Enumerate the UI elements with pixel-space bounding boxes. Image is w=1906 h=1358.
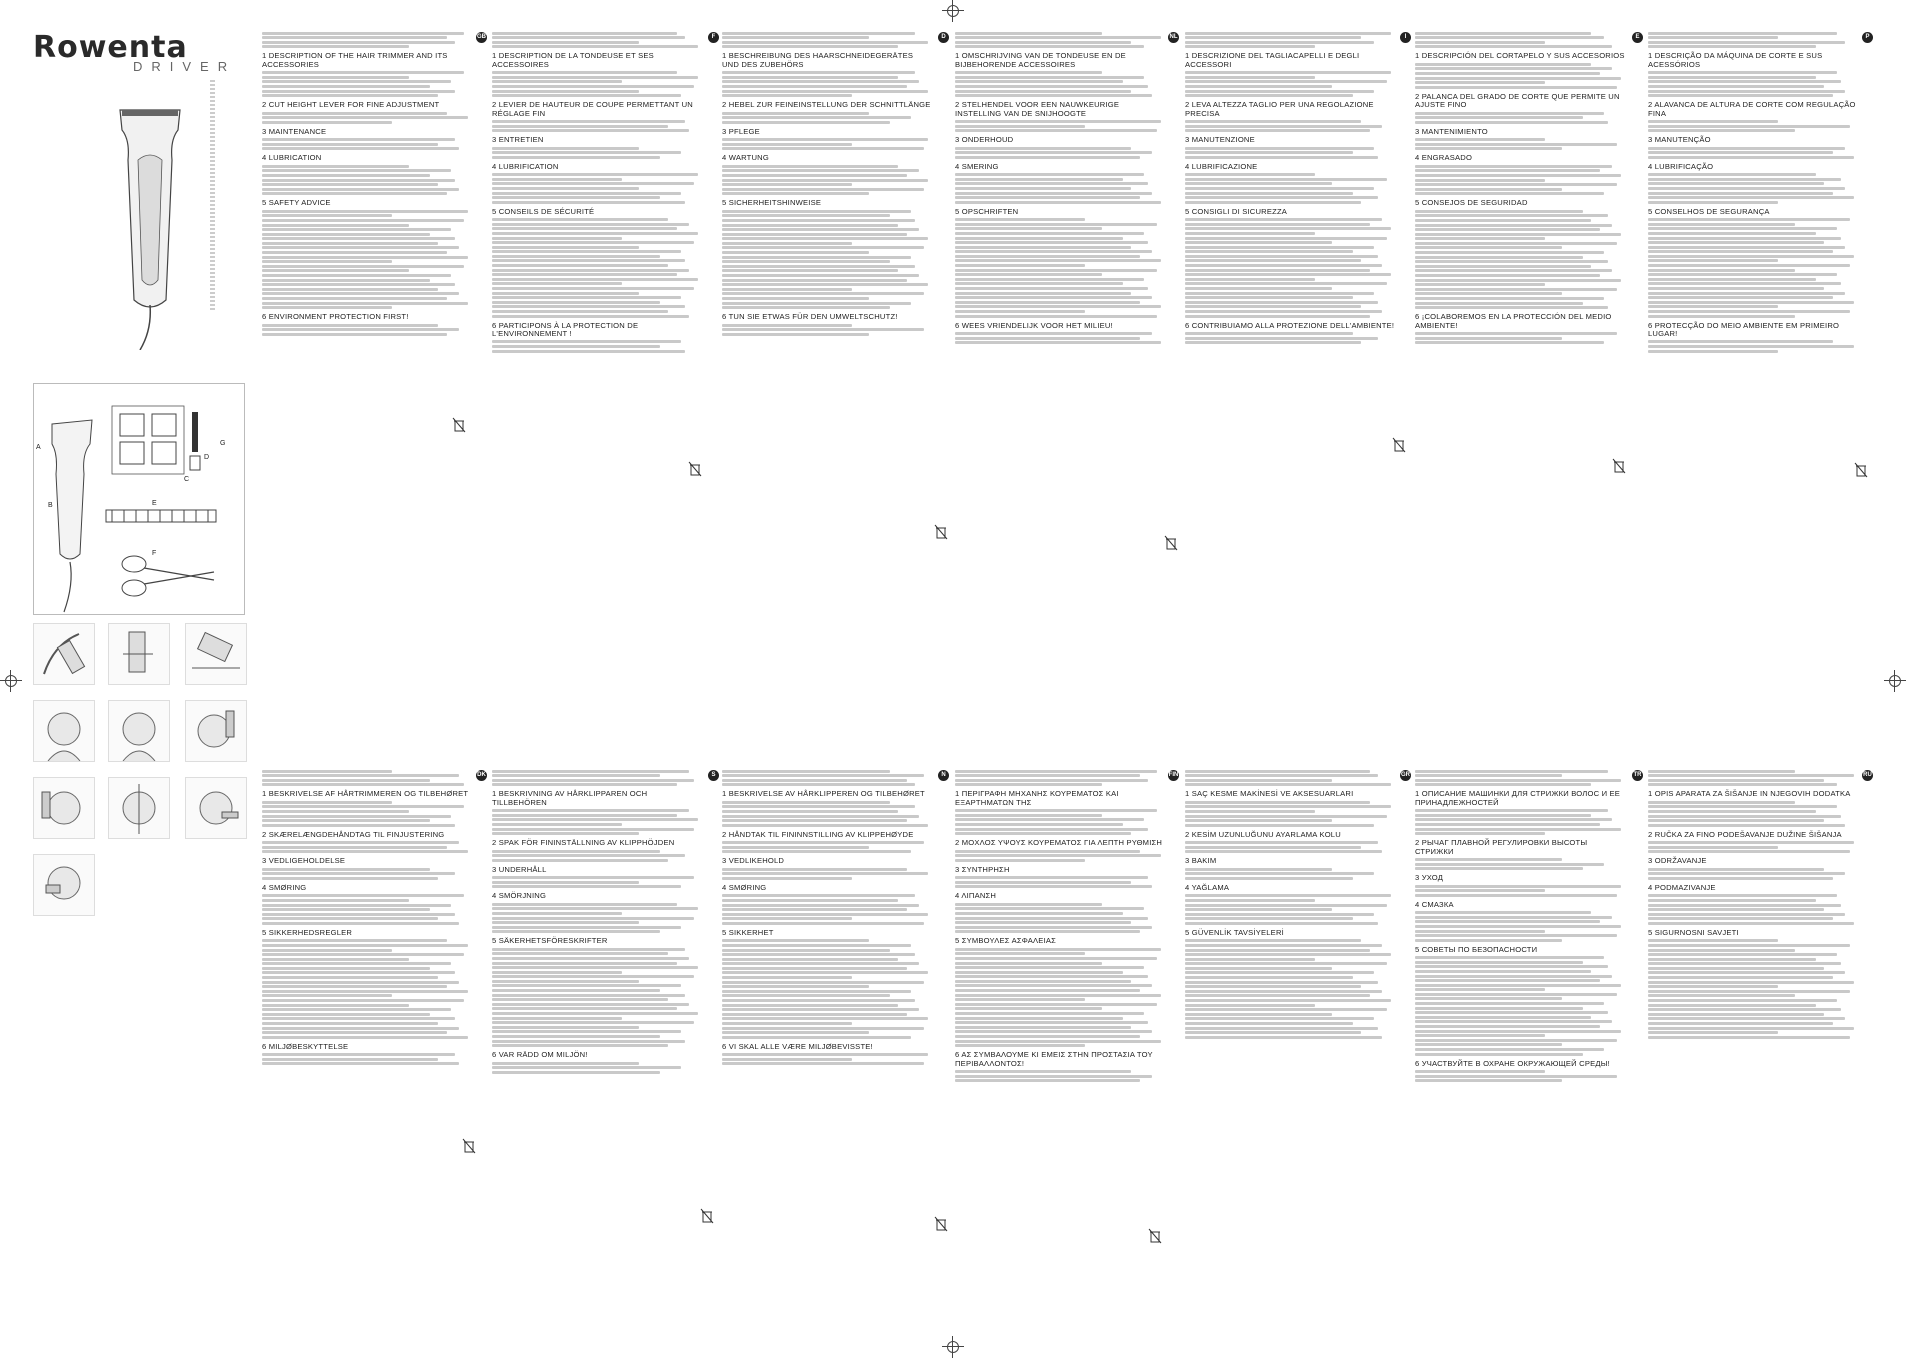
section-heading: 4 ΛΙΠΑΝΣΗ bbox=[955, 891, 997, 901]
section-body bbox=[722, 138, 932, 150]
section-heading: 6 PARTICIPONS À LA PROTECTION DE L'ENVIRONNEMENT ! bbox=[492, 320, 639, 338]
lang-badge-n: N bbox=[938, 770, 949, 781]
section-heading: 1 ΠΕΡΙΓΡΑΦΗ ΜΗΧΑΝΗΣ ΚΟΥΡΕΜΑΤΟΣ ΚΑΙ ΕΞΑΡΤΗΜΑΤΩΝ ΤΗΣ bbox=[955, 789, 1119, 807]
intro-paragraph bbox=[955, 32, 1165, 49]
section-heading: 2 SPAK FÖR FININSTÄLLNING AV KLIPPHÖJDEN bbox=[492, 838, 675, 848]
section-body bbox=[1648, 939, 1858, 1038]
lang-badge-gr: FIN bbox=[1168, 770, 1179, 781]
section-heading: 4 WARTUNG bbox=[722, 153, 769, 163]
accessories-drawing bbox=[34, 384, 244, 614]
trimmer-illustration bbox=[100, 100, 200, 350]
recycle-bin-icon bbox=[1148, 1228, 1162, 1244]
section-heading: 1 SAÇ KESME MAKİNESİ VE AKSESUARLARI bbox=[1185, 789, 1354, 799]
section-body bbox=[492, 120, 702, 132]
brand-logo: Rowenta bbox=[33, 30, 188, 65]
intro-paragraph bbox=[1648, 32, 1858, 49]
section-body bbox=[1648, 868, 1858, 880]
section-body bbox=[262, 841, 472, 853]
section-body bbox=[1185, 173, 1395, 204]
registration-mark-right bbox=[1884, 670, 1906, 692]
section-heading: 2 RUČKA ZA FINO PODEŠAVANJE DUŽINE ŠIŠANJA bbox=[1648, 829, 1842, 839]
section-heading: 6 ΑΣ ΣΥΜΒΑΛΟΥΜΕ ΚΙ ΕΜΕΙΣ ΣΤΗΝ ΠΡΟΣΤΑΣΙΑ ΤΟΥ ΠΕΡΙΒΑΛΛΟΝΤΟΣ! bbox=[955, 1050, 1153, 1068]
section-body bbox=[1185, 801, 1395, 827]
section-body bbox=[722, 868, 932, 880]
section-heading: 3 VEDLIGEHOLDELSE bbox=[262, 856, 346, 866]
section-body bbox=[722, 210, 932, 309]
section-heading: 3 ENTRETIEN bbox=[492, 135, 544, 145]
column-gr bbox=[955, 768, 1165, 1268]
section-body bbox=[1185, 71, 1395, 97]
column-gb bbox=[262, 30, 472, 460]
section-body bbox=[1185, 868, 1395, 880]
lang-badge-i: I bbox=[1400, 32, 1411, 43]
recycle-bin-icon bbox=[934, 524, 948, 540]
section-heading: 6 ENVIRONMENT PROTECTION FIRST! bbox=[262, 312, 409, 322]
section-heading: 6 TUN SIE ETWAS FÜR DEN UMWELTSCHUTZ! bbox=[722, 312, 898, 322]
section-body bbox=[1648, 841, 1858, 853]
section-heading: 5 CONSELHOS DE SEGURANÇA bbox=[1648, 206, 1770, 216]
section-body bbox=[1648, 147, 1858, 159]
section-body bbox=[955, 850, 1165, 862]
recycle-bin-icon bbox=[1164, 535, 1178, 551]
column-nl bbox=[955, 30, 1165, 550]
section-heading: 1 OMSCHRIJVING VAN DE TONDEUSE EN DE BIJBEHORENDE ACCESSOIRES bbox=[955, 51, 1126, 69]
section-body bbox=[955, 948, 1165, 1047]
column-e bbox=[1415, 30, 1625, 470]
section-heading: 1 ОПИСАНИЕ МАШИНКИ ДЛЯ СТРИЖКИ ВОЛОС И ЕЕ ПРИНАДЛЕЖНОСТЕЙ bbox=[1415, 789, 1621, 807]
column-sk bbox=[1648, 768, 1858, 1268]
section-body bbox=[1185, 120, 1395, 132]
section-body bbox=[722, 894, 932, 925]
section-heading: 5 GÜVENLİK TAVSİYELERİ bbox=[1185, 927, 1284, 937]
section-body bbox=[1648, 218, 1858, 317]
column-s bbox=[492, 768, 702, 1268]
section-body bbox=[722, 801, 932, 827]
section-heading: 3 VEDLIKEHOLD bbox=[722, 856, 785, 866]
figure-label-c: C bbox=[184, 476, 190, 483]
section-heading: 4 PODMAZIVANJE bbox=[1648, 882, 1716, 892]
lang-badge-sk: RU bbox=[1862, 770, 1873, 781]
section-heading: 3 ODRŽAVANJE bbox=[1648, 856, 1707, 866]
section-heading: 4 YAĞLAMA bbox=[1185, 882, 1230, 892]
column-n bbox=[722, 768, 932, 1268]
lang-badge-p: P bbox=[1862, 32, 1873, 43]
section-heading: 1 BESKRIVELSE AV HÅRKLIPPEREN OG TILBEHØRET bbox=[722, 789, 925, 799]
section-body bbox=[955, 147, 1165, 159]
lang-badge-tr: GR bbox=[1400, 770, 1411, 781]
section-heading: 4 LUBRIFICAZIONE bbox=[1185, 161, 1258, 171]
section-body bbox=[1415, 63, 1625, 89]
usage-photo-5 bbox=[108, 700, 170, 762]
section-body bbox=[262, 138, 472, 150]
section-heading: 1 OPIS APARATA ZA ŠIŠANJE IN NJEGOVIH DODATKA bbox=[1648, 789, 1851, 799]
column-tr bbox=[1185, 768, 1395, 1268]
section-body bbox=[262, 801, 472, 827]
section-heading: 2 PALANCA DEL GRADO DE CORTE QUE PERMITE UN AJUSTE FINO bbox=[1415, 91, 1620, 110]
lang-badge-nl: NL bbox=[1168, 32, 1179, 43]
usage-photo-7 bbox=[33, 777, 95, 839]
section-body bbox=[1648, 173, 1858, 204]
section-heading: 2 РЫЧАГ ПЛАВНОЙ РЕГУЛИРОВКИ ВЫСОТЫ СТРИЖКИ bbox=[1415, 838, 1588, 856]
section-body bbox=[1648, 894, 1858, 925]
section-body bbox=[955, 903, 1165, 934]
column-ru bbox=[1415, 768, 1625, 1268]
section-heading: 5 SIKKERHET bbox=[722, 927, 774, 937]
section-body bbox=[1185, 332, 1395, 344]
lang-badge-gb: GB bbox=[476, 32, 487, 43]
intro-paragraph bbox=[262, 770, 472, 787]
vertical-reference-text bbox=[210, 80, 215, 310]
section-heading: 4 SMØRING bbox=[262, 882, 307, 892]
section-body bbox=[262, 868, 472, 880]
section-body bbox=[1415, 165, 1625, 196]
section-body bbox=[262, 165, 472, 196]
intro-paragraph bbox=[262, 32, 472, 49]
section-body bbox=[1415, 112, 1625, 124]
figure-label-b: B bbox=[48, 502, 53, 509]
section-heading: 2 HÅNDTAK TIL FININNSTILLING AV KLIPPEHØYDE bbox=[722, 829, 914, 839]
intro-paragraph bbox=[722, 32, 932, 49]
section-heading: 5 ΣΥΜΒΟΥΛΕΣ ΑΣΦΑΛΕΙΑΣ bbox=[955, 936, 1057, 946]
intro-paragraph bbox=[1185, 32, 1395, 49]
section-body bbox=[722, 165, 932, 196]
section-heading: 1 DESCRIÇÃO DA MÁQUINA DE CORTE E SUS ACESSÓRIOS bbox=[1648, 51, 1823, 69]
section-heading: 2 STELHENDEL VOOR EEN NAUWKEURIGE INSTELLING VAN DE SNIJHOOGTE bbox=[955, 100, 1120, 118]
section-heading: 2 CUT HEIGHT LEVER FOR FINE ADJUSTMENT bbox=[262, 100, 440, 110]
section-heading: 3 УХОД bbox=[1415, 873, 1444, 883]
column-p bbox=[1648, 30, 1858, 470]
section-heading: 6 PROTECÇÃO DO MEIO AMBIENTE EM PRIMEIRO LUGAR! bbox=[1648, 320, 1840, 338]
usage-photo-6 bbox=[185, 700, 247, 762]
section-body bbox=[955, 1070, 1165, 1082]
section-body bbox=[955, 876, 1165, 888]
usage-photo-10 bbox=[33, 854, 95, 916]
section-body bbox=[1185, 939, 1395, 1038]
section-body bbox=[492, 809, 702, 835]
section-body bbox=[262, 71, 472, 97]
section-heading: 2 HEBEL ZUR FEINEINSTELLUNG DER SCHNITTLÄNGE bbox=[722, 100, 931, 110]
usage-photo-1 bbox=[33, 623, 95, 685]
figure-label-g: G bbox=[220, 440, 226, 447]
section-heading: 6 VI SKAL ALLE VÆRE MILJØBEVISSTE! bbox=[722, 1041, 873, 1051]
recycle-bin-icon bbox=[700, 1208, 714, 1224]
intro-paragraph bbox=[1415, 32, 1625, 49]
section-heading: 5 SIGURNOSNI SAVJETI bbox=[1648, 927, 1739, 937]
section-body bbox=[492, 340, 702, 352]
section-body bbox=[492, 876, 702, 888]
section-heading: 5 CONSEILS DE SÉCURITÉ bbox=[492, 206, 595, 216]
recycle-bin-icon bbox=[1612, 458, 1626, 474]
section-body bbox=[955, 173, 1165, 204]
section-heading: 3 BAKIM bbox=[1185, 856, 1217, 866]
section-heading: 4 LUBRIFICAÇÃO bbox=[1648, 161, 1714, 171]
section-body bbox=[1415, 138, 1625, 150]
usage-photo-2 bbox=[108, 623, 170, 685]
section-body bbox=[955, 332, 1165, 344]
section-heading: 2 LEVA ALTEZZA TAGLIO PER UNA REGOLAZIONE PRECISA bbox=[1185, 100, 1374, 118]
usage-photo-9 bbox=[185, 777, 247, 839]
lang-badge-d: D bbox=[938, 32, 949, 43]
section-heading: 5 SIKKERHEDSREGLER bbox=[262, 927, 353, 937]
section-body bbox=[722, 841, 932, 853]
section-body bbox=[492, 1062, 702, 1074]
recycle-bin-icon bbox=[934, 1216, 948, 1232]
section-body bbox=[722, 324, 932, 336]
intro-paragraph bbox=[492, 32, 702, 49]
section-heading: 5 OPSCHRIFTEN bbox=[955, 206, 1019, 216]
section-body bbox=[955, 120, 1165, 132]
section-heading: 4 SMÖRJNING bbox=[492, 891, 547, 901]
section-body bbox=[955, 71, 1165, 97]
intro-paragraph bbox=[1648, 770, 1858, 787]
section-body bbox=[492, 147, 702, 159]
section-body bbox=[492, 948, 702, 1047]
section-heading: 4 СМАЗКА bbox=[1415, 899, 1454, 909]
section-body bbox=[492, 850, 702, 862]
section-heading: 5 CONSEJOS DE SEGURIDAD bbox=[1415, 198, 1528, 208]
section-heading: 3 MANUTENZIONE bbox=[1185, 135, 1255, 145]
section-body bbox=[955, 218, 1165, 317]
section-body bbox=[1648, 801, 1858, 827]
section-heading: 6 ¡COLABOREMOS EN LA PROTECCIÓN DEL MEDIO AMBIENTE! bbox=[1415, 312, 1612, 330]
section-body bbox=[722, 71, 932, 97]
section-body bbox=[1415, 956, 1625, 1055]
intro-paragraph bbox=[1185, 770, 1395, 787]
section-body bbox=[262, 324, 472, 336]
section-body bbox=[1415, 332, 1625, 344]
lang-badge-e: E bbox=[1632, 32, 1643, 43]
section-body bbox=[1415, 885, 1625, 897]
section-heading: 3 PFLEGE bbox=[722, 126, 760, 136]
section-body bbox=[955, 809, 1165, 835]
column-dk bbox=[262, 768, 472, 1268]
section-heading: 2 ΜΟΧΛΟΣ ΥΨΟΥΣ ΚΟΥΡΕΜΑΤΟΣ ΓΙΑ ΛΕΠΤΗ ΡΥΘΜΙΣΗ bbox=[955, 838, 1163, 848]
registration-mark-left bbox=[0, 670, 22, 692]
section-heading: 6 VAR RÄDD OM MILJÖN! bbox=[492, 1050, 588, 1060]
section-body bbox=[262, 210, 472, 309]
usage-photo-3 bbox=[185, 623, 247, 685]
section-body bbox=[1415, 809, 1625, 835]
lang-badge-s: S bbox=[708, 770, 719, 781]
section-body bbox=[1415, 1070, 1625, 1082]
figure-label-f: F bbox=[152, 550, 157, 557]
section-heading: 6 УЧАСТВУЙТЕ В ОХРАНЕ ОКРУЖАЮЩЕЙ СРЕДЫ! bbox=[1415, 1058, 1610, 1068]
section-heading: 5 СОВЕТЫ ПО БЕЗОПАСНОСТИ bbox=[1415, 944, 1538, 954]
section-body bbox=[262, 1053, 472, 1065]
section-body bbox=[1185, 841, 1395, 853]
section-heading: 6 WEES VRIENDELIJK VOOR HET MILIEU! bbox=[955, 320, 1113, 330]
section-heading: 2 ALAVANCA DE ALTURA DE CORTE COM REGULAÇÃO FINA bbox=[1648, 100, 1856, 118]
lang-badge-ru: TR bbox=[1632, 770, 1643, 781]
section-body bbox=[492, 903, 702, 934]
section-heading: 4 ENGRASADO bbox=[1415, 153, 1473, 163]
section-heading: 4 LUBRIFICATION bbox=[492, 161, 559, 171]
intro-paragraph bbox=[492, 770, 702, 787]
section-body bbox=[1185, 147, 1395, 159]
intro-paragraph bbox=[955, 770, 1165, 787]
section-body bbox=[1648, 120, 1858, 132]
intro-paragraph bbox=[1415, 770, 1625, 787]
section-heading: 6 MILJØBESKYTTELSE bbox=[262, 1041, 349, 1051]
figure-label-d: D bbox=[204, 454, 210, 461]
section-heading: 3 MANUTENÇÃO bbox=[1648, 135, 1711, 145]
recycle-bin-icon bbox=[1392, 437, 1406, 453]
section-heading: 2 LEVIER DE HAUTEUR DE COUPE PERMETTANT UN RÉGLAGE FIN bbox=[492, 100, 693, 118]
section-body bbox=[492, 218, 702, 317]
section-heading: 3 ΣΥΝΤΗΡΗΣΗ bbox=[955, 864, 1010, 874]
column-f bbox=[492, 30, 702, 480]
section-heading: 2 KESİM UZUNLUĞUNU AYARLAMA KOLU bbox=[1185, 829, 1341, 839]
section-heading: 1 BESKRIVELSE AF HÅRTRIMMEREN OG TILBEHØRET bbox=[262, 789, 469, 799]
section-body bbox=[1648, 340, 1858, 352]
section-heading: 3 UNDERHÅLL bbox=[492, 864, 547, 874]
section-body bbox=[1415, 210, 1625, 309]
section-heading: 5 SÄKERHETSFÖRESKRIFTER bbox=[492, 936, 608, 946]
recycle-bin-icon bbox=[452, 417, 466, 433]
section-body bbox=[1415, 911, 1625, 942]
section-body bbox=[1415, 858, 1625, 870]
section-heading: 4 SMERING bbox=[955, 161, 999, 171]
section-heading: 3 MANTENIMIENTO bbox=[1415, 126, 1488, 136]
usage-photo-4 bbox=[33, 700, 95, 762]
lang-badge-dk: DK bbox=[476, 770, 487, 781]
registration-mark-bottom bbox=[942, 1336, 964, 1358]
usage-photo-8 bbox=[108, 777, 170, 839]
section-heading: 1 BESCHREIBUNG DES HAARSCHNEIDEGERÄTES UND DES ZUBEHÖRS bbox=[722, 51, 914, 69]
section-heading: 5 SICHERHEITSHINWEISE bbox=[722, 198, 822, 208]
section-heading: 1 DESCRIPTION OF THE HAIR TRIMMER AND ITS ACCESSORIES bbox=[262, 51, 448, 69]
section-heading: 3 MAINTENANCE bbox=[262, 126, 327, 136]
section-heading: 1 DESCRIZIONE DEL TAGLIACAPELLI E DEGLI ACCESSORI bbox=[1185, 51, 1360, 69]
section-body bbox=[722, 1053, 932, 1065]
section-body bbox=[722, 939, 932, 1038]
section-body bbox=[722, 112, 932, 124]
section-body bbox=[1185, 894, 1395, 925]
section-body bbox=[1185, 218, 1395, 317]
figure-label-a: A bbox=[36, 444, 41, 451]
section-heading: 4 LUBRICATION bbox=[262, 153, 322, 163]
recycle-bin-icon bbox=[1854, 462, 1868, 478]
section-body bbox=[262, 894, 472, 925]
product-name: DRIVER bbox=[133, 59, 237, 74]
section-heading: 5 CONSIGLI DI SICUREZZA bbox=[1185, 206, 1288, 216]
intro-paragraph bbox=[722, 770, 932, 787]
section-heading: 5 SAFETY ADVICE bbox=[262, 198, 331, 208]
section-body bbox=[492, 173, 702, 204]
section-heading: 4 SMØRING bbox=[722, 882, 767, 892]
recycle-bin-icon bbox=[688, 461, 702, 477]
figure-label-e: E bbox=[152, 500, 157, 507]
section-heading: 1 BESKRIVNING AV HÅRKLIPPAREN OCH TILLBEHÖREN bbox=[492, 789, 648, 807]
accessories-figure bbox=[33, 383, 245, 615]
brand-block bbox=[33, 30, 236, 74]
section-heading: 1 DESCRIPCIÓN DEL CORTAPELO Y SUS ACCESORIOS bbox=[1415, 51, 1625, 61]
section-body bbox=[1648, 71, 1858, 97]
lang-badge-f: F bbox=[708, 32, 719, 43]
column-d bbox=[722, 30, 932, 530]
section-heading: 6 CONTRIBUIAMO ALLA PROTEZIONE DELL'AMBIENTE! bbox=[1185, 320, 1395, 330]
recycle-bin-icon bbox=[462, 1138, 476, 1154]
section-heading: 1 DESCRIPTION DE LA TONDEUSE ET SES ACCESSOIRES bbox=[492, 51, 654, 69]
section-heading: 2 SKÆRELÆNGDEHÅNDTAG TIL FINJUSTERING bbox=[262, 829, 445, 839]
section-body bbox=[262, 939, 472, 1038]
section-heading: 3 ONDERHOUD bbox=[955, 135, 1014, 145]
section-body bbox=[262, 112, 472, 124]
section-body bbox=[492, 71, 702, 97]
column-i bbox=[1185, 30, 1395, 470]
registration-mark-top bbox=[942, 0, 964, 22]
